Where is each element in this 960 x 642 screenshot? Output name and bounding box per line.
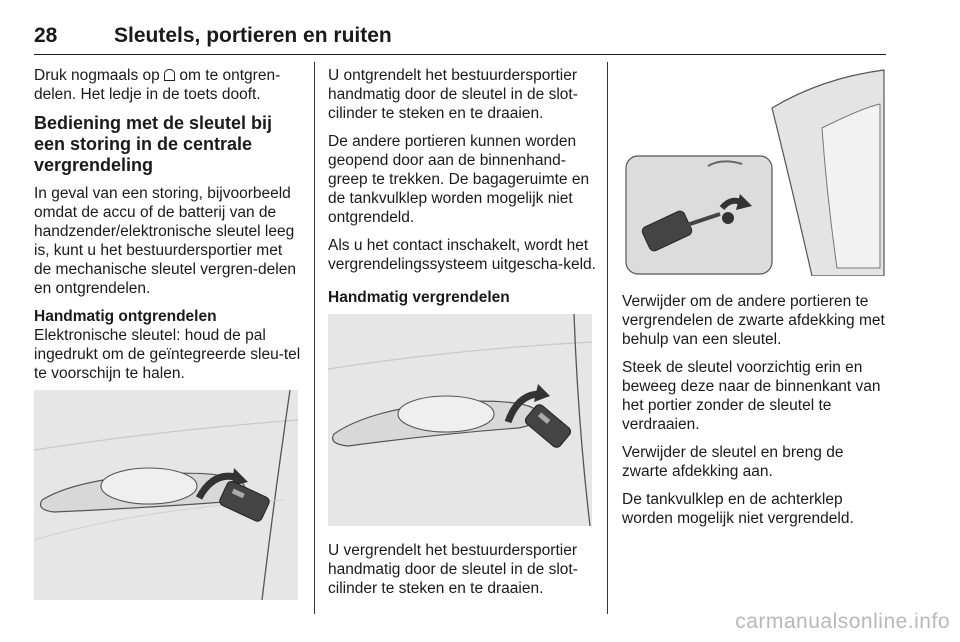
page-header	[34, 22, 886, 55]
paragraph: Elektronische sleutel: houd de pal ingedrukt om de geïntegreerde sleu-tel te voorschijn te halen.	[34, 327, 301, 382]
column-3	[622, 292, 890, 537]
column-1	[34, 66, 302, 392]
subheading: Handmatig vergrendelen	[328, 289, 510, 306]
column-divider	[607, 62, 608, 614]
section-heading: Bediening met de sleutel bij een storing in de centrale vergrendeling	[34, 113, 273, 175]
paragraph: U ontgrendelt het bestuurdersportier handmatig door de sleutel in de slot-cilinder te steken en te draaien.	[328, 67, 578, 122]
column-2	[328, 66, 596, 307]
subheading: Handmatig ontgrendelen	[34, 308, 217, 325]
column-divider	[314, 62, 315, 614]
unlock-icon	[164, 69, 175, 81]
door-cover-illustration	[622, 68, 886, 276]
paragraph: In geval van een storing, bijvoorbeeld omdat de accu of de batterij van de handzender/elektronische sleutel leeg is, kunt u het bestuurdersportier met de mechanische sleutel vergren-delen en ontgrendelen.	[34, 185, 296, 297]
paragraph: Verwijder de sleutel en breng de zwarte afdekking aan.	[622, 444, 844, 480]
paragraph: Als u het contact inschakelt, wordt het vergrendelingssysteem uitgescha-keld.	[328, 237, 596, 273]
page-number: 28	[34, 24, 58, 47]
paragraph: U vergrendelt het bestuurdersportier handmatig door de sleutel in de slot-cilinder te steken en te draaien.	[328, 542, 578, 597]
paragraph: Steek de sleutel voorzichtig erin en beweeg deze naar de binnenkant van het portier zonder de sleutel te verdraaien.	[622, 359, 881, 433]
watermark: carmanualsonline.info	[735, 610, 950, 633]
column-2-bottom	[328, 541, 596, 607]
paragraph: Verwijder om de andere portieren te vergrendelen de zwarte afdekking met behulp van een sleutel.	[622, 293, 885, 348]
paragraph: Druk nogmaals op om te ontgren-delen. Het ledje in de toets dooft.	[34, 67, 281, 103]
page-title: Sleutels, portieren en ruiten	[114, 24, 392, 47]
paragraph: De tankvulklep en de achterklep worden mogelijk niet vergrendeld.	[622, 491, 854, 527]
door-handle-lock-illustration	[328, 314, 592, 526]
paragraph: De andere portieren kunnen worden geopend door aan de binnenhand-greep te trekken. De bagageruimte en de tankvulklep worden mogelijk niet ontgrendeld.	[328, 133, 590, 226]
door-handle-unlock-illustration	[34, 390, 298, 600]
